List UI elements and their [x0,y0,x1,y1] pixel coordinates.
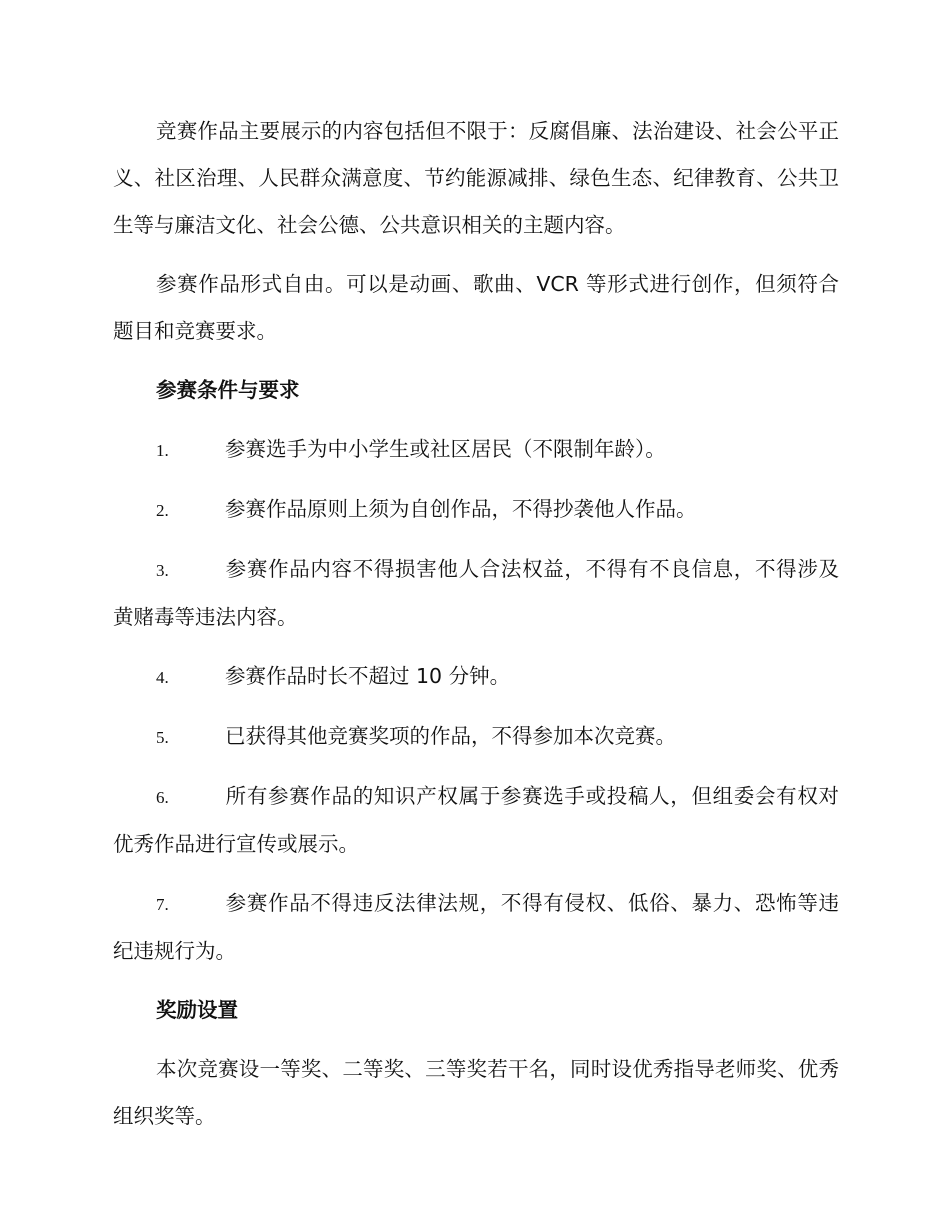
spacer [113,641,839,653]
conditions-heading: 参赛条件与要求 [156,378,300,402]
awards-paragraph: 本次竞赛设一等奖、二等奖、三等奖若干名，同时设优秀指导老师奖、优秀组织奖等。 [113,1057,839,1128]
list-item-text: 所有参赛作品的知识产权属于参赛选手或投稿人，但组委会有权对优秀作品进行宣传或展示。 [113,784,839,856]
list-item-text: 参赛选手为中小学生或社区居民（不限制年龄）。 [225,437,666,461]
intro-paragraph-1: 竞赛作品主要展示的内容包括但不限于：反腐倡廉、法治建设、社会公平正义、社区治理、人民群众满意度、节约能源减排、绿色生态、纪律教育、公共卫生等与廉洁文化、社会公德、公共意识相关的主题内容。 [113,119,839,237]
spacer [113,761,839,773]
document-page [113,108,839,1140]
list-item-text: 参赛作品时长不超过 10 分钟。 [225,664,511,688]
list-item-text: 参赛作品原则上须为自创作品，不得抄袭他人作品。 [225,497,697,521]
list-item [113,486,839,534]
list-item-text: 参赛作品不得违反法律法规，不得有侵权、低俗、暴力、恐怖等违纪违规行为。 [113,891,839,963]
spacer [113,701,839,713]
conditions-list [113,426,839,987]
list-item [113,713,839,761]
spacer [113,868,839,880]
list-item-text: 参赛作品内容不得损害他人合法权益，不得有不良信息，不得涉及黄赌毒等违法内容。 [113,557,839,629]
list-item [113,546,839,641]
list-item-number: 2. [156,501,169,520]
spacer [113,474,839,486]
list-item-number: 6. [156,788,169,807]
list-item [113,880,839,975]
list-item [113,773,839,868]
list-item-number: 3. [156,561,169,580]
list-item-number: 1. [156,441,169,460]
spacer [113,534,839,546]
awards-heading: 奖励设置 [156,998,238,1022]
spacer [113,355,839,367]
list-item-number: 5. [156,728,169,747]
list-item-text: 已获得其他竞赛奖项的作品，不得参加本次竞赛。 [225,724,676,748]
list-item [113,653,839,701]
intro-paragraph-2: 参赛作品形式自由。可以是动画、歌曲、VCR 等形式进行创作，但须符合题目和竞赛要求。 [113,272,839,343]
list-item [113,426,839,474]
spacer [113,249,839,261]
spacer [113,975,839,987]
list-item-number: 4. [156,668,169,687]
list-item-number: 7. [156,895,169,914]
